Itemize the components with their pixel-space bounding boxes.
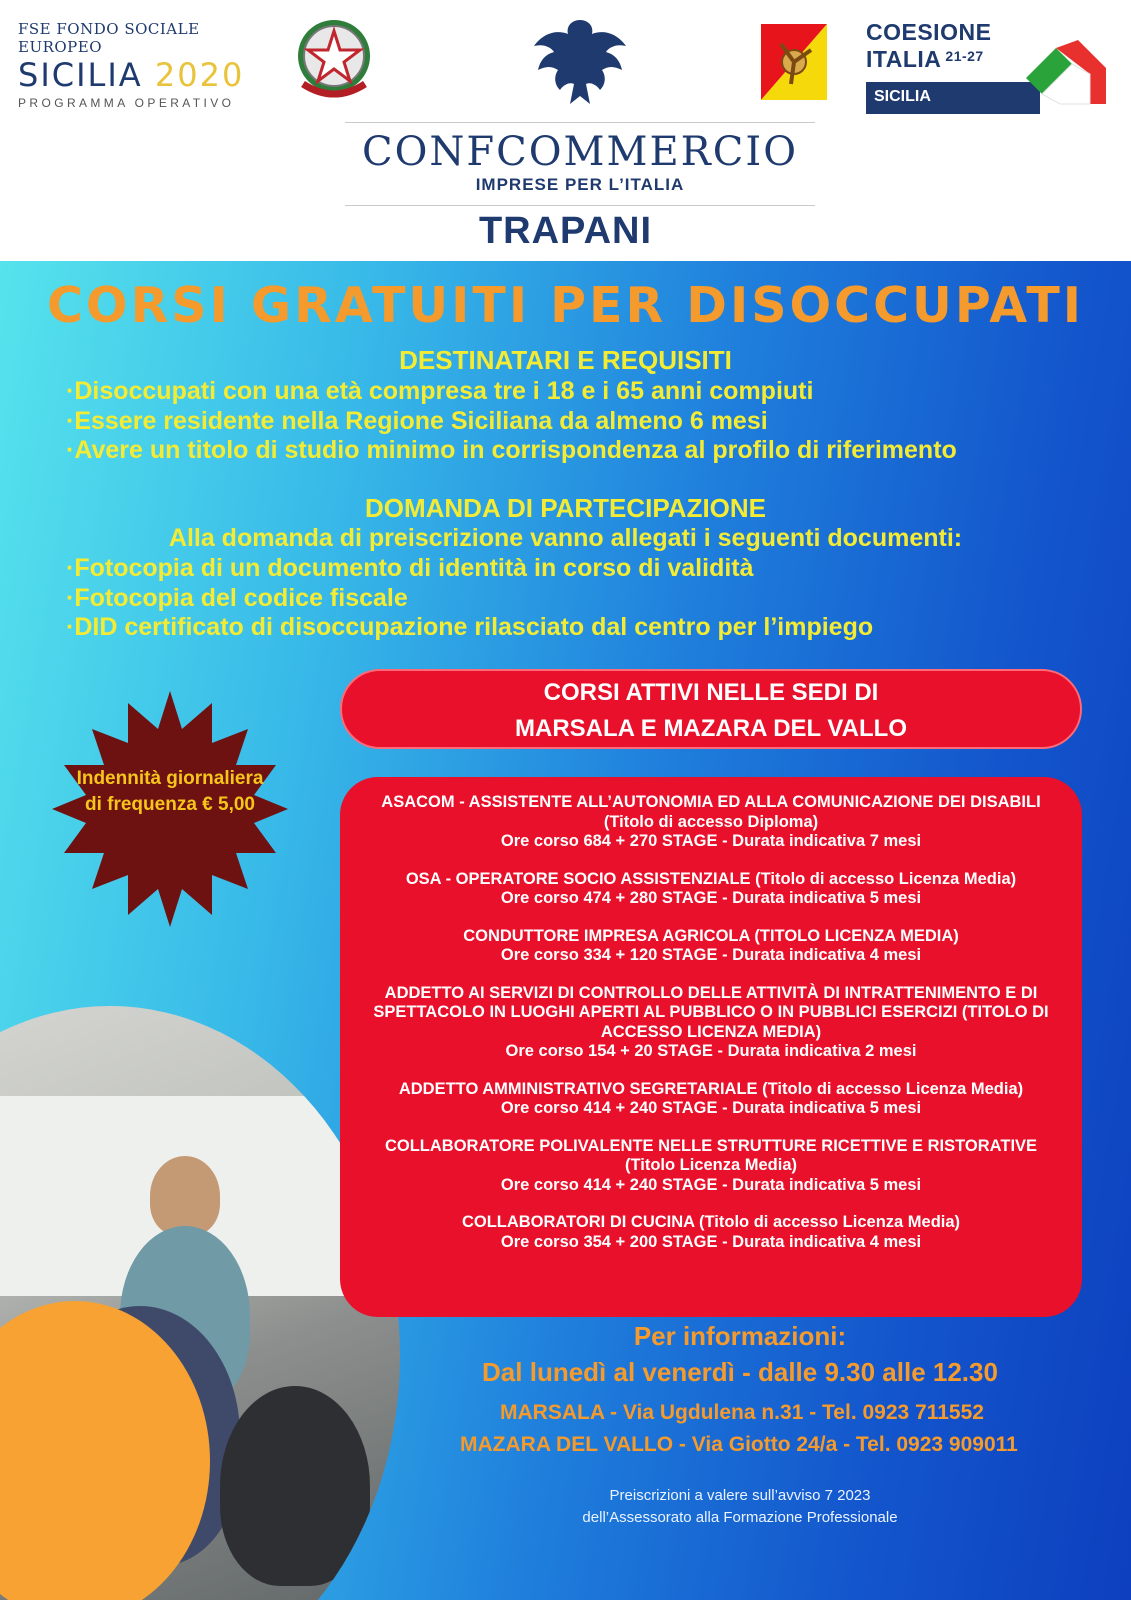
city-title: TRAPANI bbox=[478, 210, 653, 252]
application-title: DOMANDA DI PARTECIPAZIONE bbox=[364, 493, 767, 523]
list-item bbox=[362, 984, 1060, 1062]
course-hours: Ore corso 154 + 20 STAGE - Durata indicativa 2 mesi bbox=[505, 1042, 917, 1060]
fse-top-text: FSE FONDO SOCIALE EUROPEO bbox=[18, 20, 200, 56]
course-hours: Ore corso 684 + 270 STAGE - Durata indicativa 7 mesi bbox=[500, 832, 922, 850]
course-hours: Ore corso 414 + 240 STAGE - Durata indicativa 5 mesi bbox=[500, 1175, 922, 1194]
coesione-line2: ITALIA bbox=[866, 46, 942, 72]
list-item: · Fotocopia del codice fiscale bbox=[66, 584, 1106, 614]
coesione-arrow-icon bbox=[1016, 34, 1106, 116]
info-marsala: MARSALA - Via Ugdulena n.31 - Tel. 0923 711552 bbox=[500, 1401, 984, 1424]
list-item: · Disoccupati con una età compresa tre i 18 e i 65 anni compiuti bbox=[66, 377, 1106, 407]
italian-republic-emblem-icon bbox=[293, 14, 375, 102]
list-item: · Avere un titolo di studio minimo in corrispondenza al profilo di riferimento bbox=[66, 436, 1106, 466]
course-hours: Ore corso 414 + 240 STAGE - Durata indicativa 5 mesi bbox=[500, 1099, 922, 1117]
course-name: ASACOM - ASSISTENTE ALL’AUTONOMIA ED ALLA COMUNICAZIONE DEI DISABILI bbox=[381, 793, 1041, 811]
fse-sicilia-logo bbox=[18, 20, 268, 110]
list-item bbox=[362, 1080, 1060, 1119]
course-access: (Titolo Licenza Media) bbox=[624, 1156, 798, 1174]
list-item: · DID certificato di disoccupazione rilasciato dal centro per l’impiego bbox=[66, 613, 1106, 643]
application-subtitle: Alla domanda di preiscrizione vanno allegati i seguenti documenti: bbox=[168, 524, 963, 552]
course-name: OSA - OPERATORE SOCIO ASSISTENZIALE (Titolo di accesso Licenza Media) bbox=[405, 869, 1017, 888]
requirements-title: DESTINATARI E REQUISITI bbox=[399, 345, 732, 375]
locations-line2: MARSALA E MAZARA DEL VALLO bbox=[515, 715, 907, 742]
info-title: Per informazioni: bbox=[633, 1321, 847, 1351]
header bbox=[0, 0, 1131, 260]
list-item bbox=[362, 1137, 1060, 1196]
course-name: ADDETTO AI SERVIZI DI CONTROLLO DELLE ATTIVITÀ DI INTRATTENIMENTO E DI SPETTACOLO IN LUOGHI APERTI AL PUBBLICO O IN PUBBLICI ESERCIZI (TITOLO DI ACCESSO LICENZA MEDIA) bbox=[373, 983, 1049, 1041]
fse-name: SICILIA bbox=[18, 56, 143, 94]
confcommercio-logo bbox=[345, 122, 815, 206]
allowance-text: Indennità giornaliera di frequenza € 5,00 bbox=[76, 768, 264, 815]
coesione-region: SICILIA bbox=[866, 82, 1040, 114]
list-item bbox=[362, 1213, 1060, 1252]
footer-line2: dell’Assessorato alla Formazione Professionale bbox=[582, 1509, 898, 1526]
fse-bottom-text: PROGRAMMA OPERATIVO bbox=[18, 96, 235, 110]
coesione-line1: COESIONE bbox=[866, 19, 992, 45]
confcommercio-sub: IMPRESE PER L’ITALIA bbox=[475, 175, 685, 194]
info-hours: Dal lunedì al venerdì - dalle 9.30 alle 12.30 bbox=[482, 1357, 998, 1387]
main-title: CORSI GRATUITI PER DISOCCUPATI bbox=[46, 277, 1085, 334]
courses-list bbox=[340, 777, 1082, 1317]
coesione-years: 21-27 bbox=[945, 48, 984, 64]
list-item bbox=[362, 793, 1060, 852]
list-item: · Fotocopia di un documento di identità in corso di validità bbox=[66, 554, 1106, 584]
footer-line1: Preiscrizioni a valere sull’avviso 7 2023 bbox=[609, 1487, 871, 1504]
application-list bbox=[66, 554, 1106, 643]
course-name: ADDETTO AMMINISTRATIVO SEGRETARIALE (Titolo di accesso Licenza Media) bbox=[398, 1079, 1024, 1098]
footer-note bbox=[460, 1485, 1020, 1529]
course-name: CONDUTTORE IMPRESA AGRICOLA (TITOLO LICENZA MEDIA) bbox=[463, 926, 959, 945]
requirements-list bbox=[66, 377, 1106, 466]
course-hours: Ore corso 474 + 280 STAGE - Durata indicativa 5 mesi bbox=[500, 889, 922, 907]
list-item bbox=[362, 927, 1060, 966]
course-name: COLLABORATORE POLIVALENTE NELLE STRUTTURE RICETTIVE E RISTORATIVE bbox=[384, 1136, 1038, 1155]
course-hours: Ore corso 334 + 120 STAGE - Durata indicativa 4 mesi bbox=[500, 946, 922, 964]
coesione-italia-logo bbox=[866, 20, 1106, 114]
locations-line1: CORSI ATTIVI NELLE SEDI DI bbox=[543, 679, 879, 706]
locations-header bbox=[340, 669, 1082, 749]
confcommercio-eagle-icon bbox=[528, 12, 632, 110]
course-name: COLLABORATORI DI CUCINA (Titolo di accesso Licenza Media) bbox=[461, 1213, 961, 1231]
list-item: · Essere residente nella Regione Siciliana da almeno 6 mesi bbox=[66, 407, 1106, 437]
course-hours: Ore corso 354 + 200 STAGE - Durata indicativa 4 mesi bbox=[500, 1232, 922, 1251]
list-item bbox=[362, 870, 1060, 909]
sicily-flag-icon bbox=[761, 24, 827, 100]
info-mazara: MAZARA DEL VALLO - Via Giotto 24/a - Tel. 0923 909011 bbox=[460, 1433, 1018, 1456]
poster-body bbox=[0, 261, 1131, 1600]
course-access: (Titolo di accesso Diploma) bbox=[603, 812, 819, 831]
fse-year: 2020 bbox=[154, 56, 245, 94]
confcommercio-name: CONFCOMMERCIO bbox=[362, 129, 798, 175]
